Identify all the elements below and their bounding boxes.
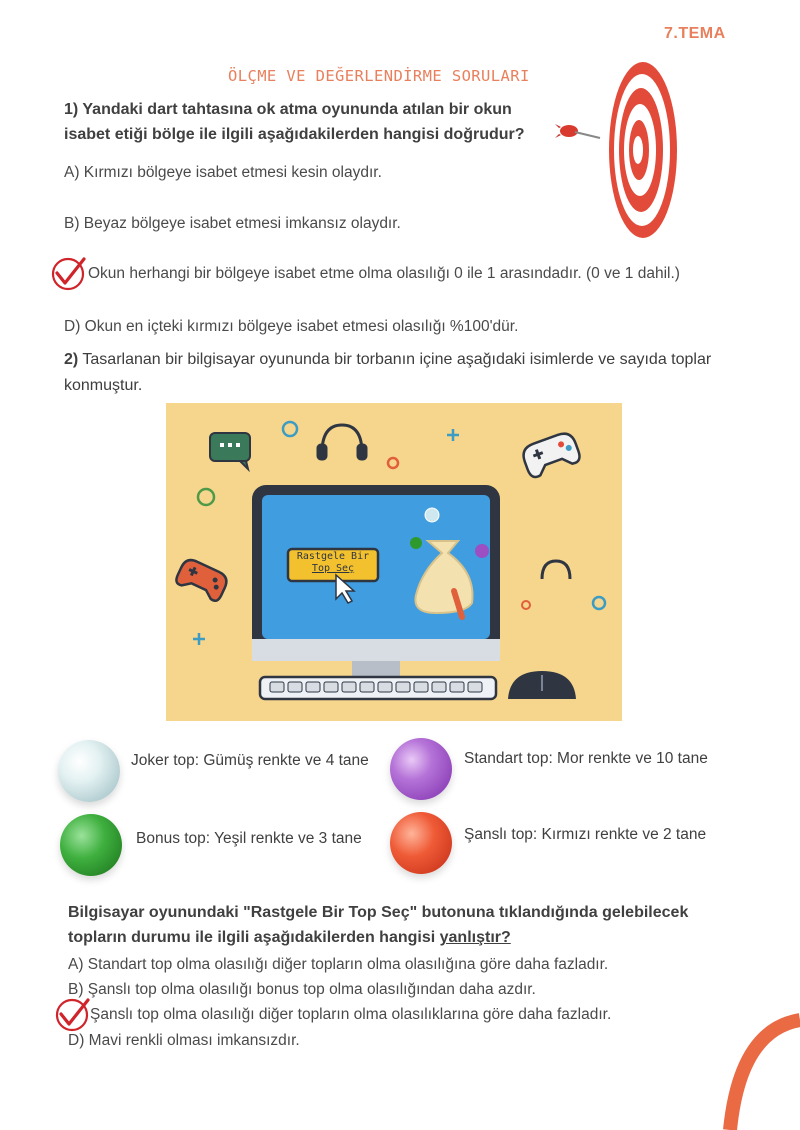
section-title: ÖLÇME VE DEĞERLENDİRME SORULARI xyxy=(228,67,530,85)
q2-option-b[interactable]: B) Şanslı top olma olasılığı bonus top olma olasılığından daha azdır. xyxy=(68,981,536,998)
q2-option-a[interactable]: A) Standart top olma olasılığı diğer topların olma olasılığına göre daha fazladır. xyxy=(68,956,609,973)
lucky-ball-icon xyxy=(390,812,452,874)
q1-option-a[interactable]: A) Kırmızı bölgeye isabet etmesi kesin olaydır. xyxy=(64,164,382,181)
q2-question-line2-text: topların durumu ile ilgili aşağıdakilerden hangisi xyxy=(68,929,440,946)
ball-icon xyxy=(410,537,422,549)
plus-icon xyxy=(193,633,205,645)
circle-decoration-icon xyxy=(388,458,398,468)
headphones-icon xyxy=(318,425,366,459)
standard-ball-label: Standart top: Mor renkte ve 10 tane xyxy=(464,750,708,767)
q2-line2: konmuştur. xyxy=(64,377,143,394)
circle-decoration-icon xyxy=(522,601,530,609)
gamepad-icon xyxy=(174,557,229,603)
gamepad-icon xyxy=(520,430,582,479)
q2-question-emphasis: yanlıştır? xyxy=(439,929,511,946)
checkmark-icon xyxy=(52,996,94,1032)
q2-line1 xyxy=(64,351,744,369)
joker-ball-label: Joker top: Gümüş renkte ve 4 tane xyxy=(131,752,369,769)
circle-decoration-icon xyxy=(198,489,214,505)
mouse-icon xyxy=(508,671,576,699)
q2-option-d[interactable]: D) Mavi renkli olması imkansızdır. xyxy=(68,1032,300,1049)
standard-ball-icon xyxy=(390,738,452,800)
q1-line2: isabet etiği bölge ile ilgili aşağıdakilerden hangisi doğrudur? xyxy=(64,126,525,143)
checkmark-icon xyxy=(48,255,90,291)
circle-decoration-icon xyxy=(593,597,605,609)
plus-icon xyxy=(447,429,459,441)
screen-button-label xyxy=(290,551,376,575)
q1-option-b[interactable]: B) Beyaz bölgeye isabet etmesi imkansız olaydır. xyxy=(64,215,401,232)
dartboard-illustration xyxy=(585,58,685,243)
ball-icon xyxy=(475,544,489,558)
ball-icon xyxy=(425,508,439,522)
q2-question-line2 xyxy=(68,929,511,947)
q1-line1: 1) Yandaki dart tahtasına ok atma oyununda atılan bir okun xyxy=(64,101,512,118)
chat-bubble-icon xyxy=(210,433,250,469)
corner-arc-decoration xyxy=(700,1010,800,1130)
q1-option-d[interactable]: D) Okun en içteki kırmızı bölgeye isabet etmesi olasılığı %100'dür. xyxy=(64,318,519,335)
screen-button-line1: Rastgele Bir xyxy=(296,551,370,562)
circle-decoration-icon xyxy=(283,422,297,436)
q2-question-line1: Bilgisayar oyunundaki "Rastgele Bir Top Seç" butonuna tıklandığında gelebilecek xyxy=(68,904,689,921)
q2-line1-text: Tasarlanan bir bilgisayar oyununda bir torbanın içine aşağıdaki isimlerde ve sayıda toplar xyxy=(78,351,712,368)
theme-label: 7.TEMA xyxy=(664,25,726,42)
headphones-icon xyxy=(542,561,570,579)
lucky-ball-label: Şanslı top: Kırmızı renkte ve 2 tane xyxy=(464,826,707,843)
q1-option-c[interactable]: Okun herhangi bir bölgeye isabet etme olma olasılığı 0 ile 1 arasındadır. (0 ve 1 dahil.) xyxy=(88,265,680,282)
q2-number: 2) xyxy=(64,351,79,368)
bonus-ball-icon xyxy=(60,814,122,876)
computer-game-illustration xyxy=(166,403,622,721)
bonus-ball-label: Bonus top: Yeşil renkte ve 3 tane xyxy=(136,830,362,847)
q2-option-c[interactable]: Şanslı top olma olasılığı diğer topların olma olasılıklarına göre daha fazladır. xyxy=(90,1006,612,1023)
joker-ball-icon xyxy=(58,740,120,802)
dart-arrow-icon xyxy=(555,120,605,150)
dartboard-icon xyxy=(609,62,677,238)
screen-button-line2: Top Seç xyxy=(311,563,355,574)
